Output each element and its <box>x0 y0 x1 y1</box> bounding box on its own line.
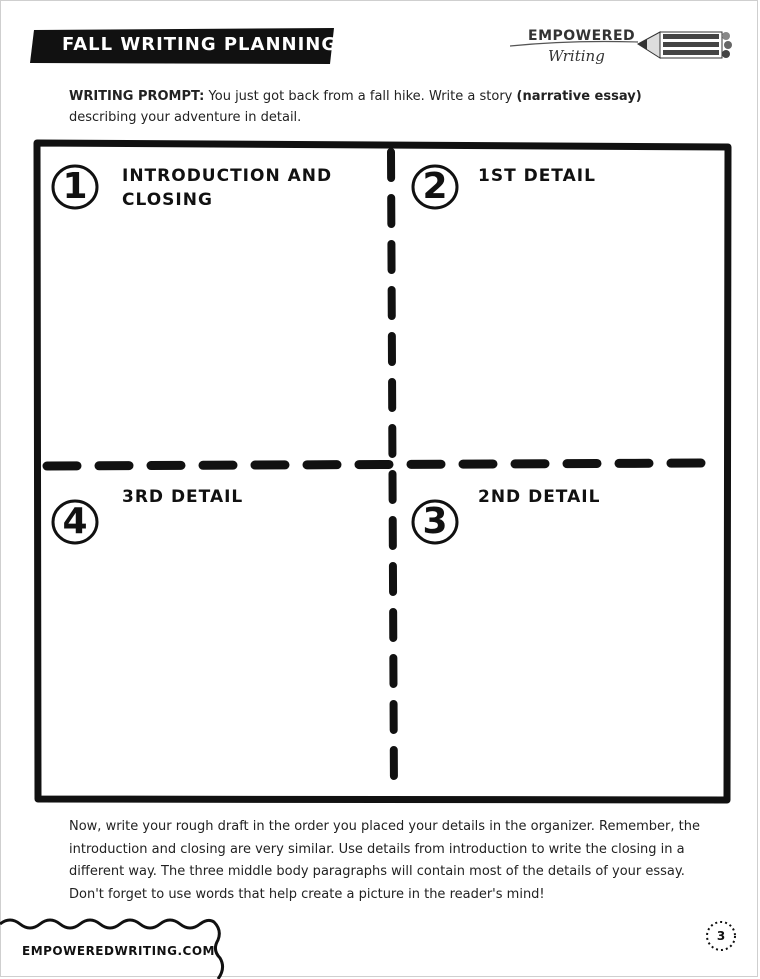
quadrant-2-number: 2 <box>410 162 460 212</box>
writing-prompt <box>69 86 669 128</box>
page-number: 3 <box>705 920 737 952</box>
quadrant-4-number: 4 <box>50 497 100 547</box>
title-banner <box>30 27 338 65</box>
quadrant-1-writing-area[interactable] <box>44 215 384 455</box>
logo-text-writing: Writing <box>548 47 605 65</box>
instructions-text: Now, write your rough draft in the order you placed your details in the organizer. Remember, the introduction and closing are very similar. Use details from introduction to write the closing in a different way. The three middle body paragraphs will contain most of the details of your essay. Don't forget to use words that help create a picture in the reader's mind! <box>69 819 700 902</box>
quadrant-2-label: 1ST DETAIL <box>478 166 596 186</box>
footer-url-link[interactable]: EMPOWEREDWRITING.COM <box>22 944 215 958</box>
quadrant-1-label: INTRODUCTION AND CLOSING <box>122 166 333 210</box>
quadrant-3-label: 2ND DETAIL <box>478 487 601 507</box>
logo-text-empowered: EMPOWERED <box>528 28 636 44</box>
empowered-writing-logo <box>510 22 740 72</box>
prompt-text: You just got back from a fall hike. Write a story <box>204 89 517 104</box>
quadrant-4-writing-area[interactable] <box>44 555 384 790</box>
prompt-essay-type: (narrative essay) <box>516 89 642 104</box>
quadrant-4-label: 3RD DETAIL <box>122 487 244 507</box>
quadrant-3-writing-area[interactable] <box>402 555 722 790</box>
quadrant-2-writing-area[interactable] <box>402 215 722 455</box>
prompt-label: WRITING PROMPT: <box>69 89 205 104</box>
quadrant-3-number: 3 <box>410 497 460 547</box>
quadrant-1-number: 1 <box>50 162 100 212</box>
prompt-text-continued: describing your adventure in detail. <box>69 110 302 125</box>
page-title: FALL WRITING PLANNING <box>62 34 338 55</box>
